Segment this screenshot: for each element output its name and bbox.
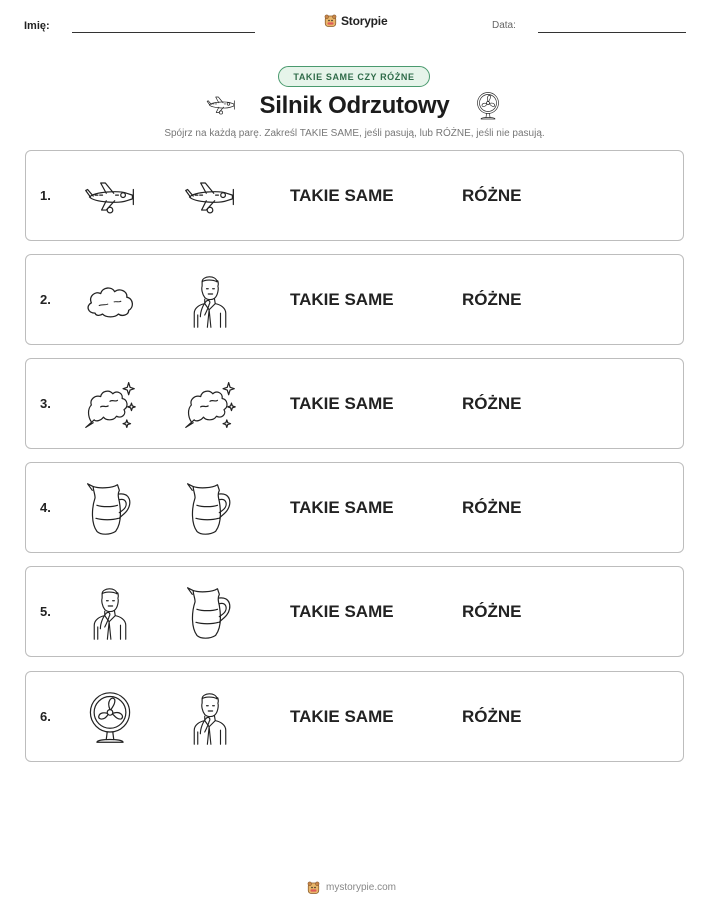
storypie-logo-icon	[323, 13, 338, 28]
pair-card-3	[25, 358, 684, 449]
page-title: Silnik Odrzutowy	[259, 92, 450, 119]
airplane-icon	[182, 169, 238, 225]
fan-icon	[474, 90, 502, 122]
option-different[interactable]: RÓŻNE	[462, 498, 522, 517]
worksheet-type-badge: TAKIE SAME CZY RÓŻNE	[278, 66, 430, 87]
brand-logo	[323, 13, 387, 28]
brand-name: Storypie	[341, 13, 388, 28]
option-different[interactable]: RÓŻNE	[462, 707, 522, 726]
option-same[interactable]: TAKIE SAME	[290, 186, 394, 205]
instructions: Spójrz na każdą parę. Zakreśl TAKIE SAME, jeśli pasują, lub RÓŻNE, jeśli nie pasują.	[164, 128, 545, 139]
airplane-icon	[82, 169, 138, 225]
item-number: 6.	[40, 709, 51, 724]
thinking-man-icon	[182, 690, 238, 746]
pair-card-1	[25, 150, 684, 241]
option-same[interactable]: TAKIE SAME	[290, 707, 394, 726]
option-different[interactable]: RÓŻNE	[462, 186, 522, 205]
item-number: 3.	[40, 396, 51, 411]
pitcher-icon	[82, 481, 138, 537]
pair-card-6	[25, 671, 684, 762]
pair-card-5	[25, 566, 684, 657]
footer	[306, 880, 396, 895]
name-field-line[interactable]	[72, 32, 255, 33]
item-number: 2.	[40, 292, 51, 307]
date-field-line[interactable]	[538, 32, 686, 33]
option-different[interactable]: RÓŻNE	[462, 290, 522, 309]
fan-icon	[82, 690, 138, 746]
smoke-puff-icon	[182, 377, 238, 433]
pair-card-2	[25, 254, 684, 345]
smoke-puff-icon	[82, 377, 138, 433]
item-number: 4.	[40, 500, 51, 515]
cloud-icon	[82, 273, 138, 329]
footer-url[interactable]: mystorypie.com	[326, 882, 397, 893]
date-label: Data:	[492, 20, 516, 31]
pair-card-4	[25, 462, 684, 553]
thinking-man-icon	[182, 273, 238, 329]
option-same[interactable]: TAKIE SAME	[290, 602, 394, 621]
option-same[interactable]: TAKIE SAME	[290, 498, 394, 517]
name-label: Imię:	[24, 20, 50, 32]
title-row	[0, 90, 709, 126]
pitcher-icon	[182, 585, 238, 641]
pitcher-icon	[182, 481, 238, 537]
item-number: 1.	[40, 188, 51, 203]
option-same[interactable]: TAKIE SAME	[290, 290, 394, 309]
option-different[interactable]: RÓŻNE	[462, 602, 522, 621]
option-different[interactable]: RÓŻNE	[462, 394, 522, 413]
thinking-man-icon	[82, 585, 138, 641]
storypie-logo-icon	[306, 880, 321, 895]
item-number: 5.	[40, 604, 51, 619]
option-same[interactable]: TAKIE SAME	[290, 394, 394, 413]
